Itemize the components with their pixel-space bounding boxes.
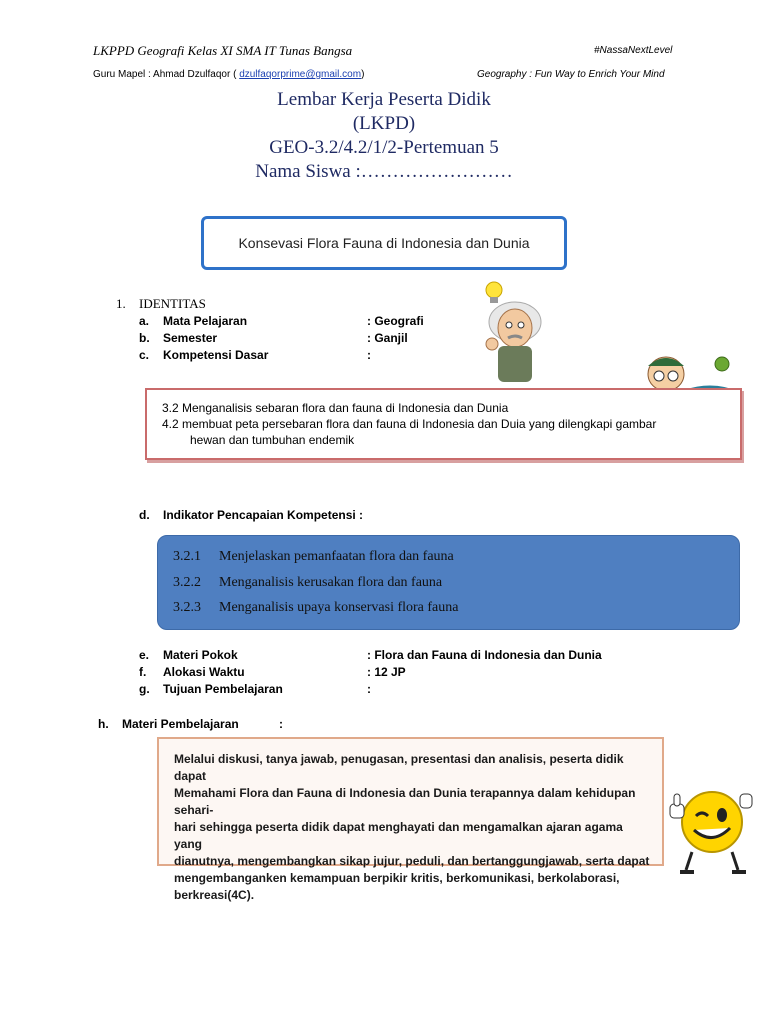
lightbulb-icon [486, 282, 502, 303]
indikator-text: Menjelaskan pemanfaatan flora dan fauna [219, 549, 454, 564]
label-alokasi-waktu: Alokasi Waktu [163, 665, 245, 679]
section-number: 1. [116, 296, 126, 311]
indikator-number: 3.2.1 [173, 549, 201, 564]
label-materi-pembelajaran: Materi Pembelajaran [122, 717, 239, 731]
label-mata-pelajaran: Mata Pelajaran [163, 314, 248, 328]
value-materi-pokok: : Flora dan Fauna di Indonesia dan Dunia [367, 648, 602, 662]
thumbs-up-icon [670, 794, 684, 818]
materi-box [157, 737, 664, 902]
item-letter: g. [139, 682, 150, 696]
header-motto: Geography : Fun Way to Enrich Your Mind [477, 69, 665, 80]
indikator-number: 3.2.2 [173, 575, 201, 590]
label-materi-pokok: Materi Pokok [163, 648, 238, 662]
indikator-number: 3.2.3 [173, 600, 201, 615]
item-letter: b. [139, 331, 150, 345]
label-kompetensi-dasar: Kompetensi Dasar [163, 348, 269, 362]
winking-smiley-icon [662, 782, 762, 877]
item-letter: d. [139, 508, 150, 522]
header-hashtag: #NassaNextLevel [594, 45, 673, 56]
item-letter: a. [139, 314, 150, 328]
kompetensi-dasar-box [145, 388, 742, 460]
label-indikator: Indikator Pencapaian Kompetensi : [163, 508, 364, 522]
teacher-email-link[interactable]: dzulfaqorprime@gmail.com [239, 69, 362, 80]
topic-banner [201, 216, 567, 270]
indikator-text: Menganalisis upaya konservasi flora fauna [219, 600, 459, 615]
value-kompetensi-dasar: : [367, 348, 371, 362]
teacher-suffix: ) [361, 69, 365, 80]
indikator-box [157, 535, 740, 630]
value-semester: : Ganjil [367, 331, 408, 345]
section-heading-identitas: IDENTITAS [139, 296, 206, 311]
indikator-item [173, 600, 458, 616]
value-tujuan-pembelajaran: : [367, 682, 371, 696]
thinker-illustration [470, 280, 550, 385]
topic-text: Konsevasi Flora Fauna di Indonesia dan Dunia [238, 235, 530, 251]
item-letter: h. [98, 717, 109, 731]
materi-paragraph [174, 751, 654, 904]
label-tujuan-pembelajaran: Tujuan Pembelajaran [163, 682, 283, 696]
item-letter: e. [139, 648, 150, 662]
indikator-item [173, 549, 454, 565]
value-alokasi-waktu: : 12 JP [367, 665, 406, 679]
teacher-name: Guru Mapel : Ahmad Dzulfaqor ( [93, 69, 237, 80]
materi-colon: : [279, 717, 283, 731]
kd-3-2: 3.2 Menganalisis sebaran flora dan fauna di Indonesia dan Dunia [162, 401, 509, 415]
materi-line: mengembanganken kemampuan berpikir kritis, berkomunikasi, berkolaborasi, [174, 871, 620, 885]
materi-line: Melalui diskusi, tanya jawab, penugasan, presentasi dan analisis, peserta didik dapat [174, 752, 624, 783]
kd-4-2-continued: hewan dan tumbuhan endemik [190, 433, 355, 447]
materi-line: hari sehingga peserta didik dapat menghayati dan mengamalkan ajaran agama yang [174, 820, 623, 851]
materi-line: dianutnya, mengembangkan sikap jujur, peduli, dan bertanggungjawab, serta dapat [174, 854, 650, 868]
header-doc-title: LKPPD Geografi Kelas XI SMA IT Tunas Bangsa [93, 43, 353, 58]
header-teacher [93, 69, 364, 80]
materi-line: berkreasi(4C). [174, 888, 255, 902]
page-title-line2: (LKPD) [352, 113, 416, 134]
item-letter: f. [139, 665, 147, 679]
indikator-text: Menganalisis kerusakan flora dan fauna [219, 575, 443, 590]
kd-4-2: 4.2 membuat peta persebaran flora dan fauna di Indonesia dan Duia yang dilengkapi gambar [162, 417, 657, 431]
student-name-line: Nama Siswa :…………………… [255, 161, 513, 182]
page-title-line3: GEO-3.2/4.2/1/2-Pertemuan 5 [269, 137, 499, 158]
label-semester: Semester [163, 331, 218, 345]
item-letter: c. [139, 348, 150, 362]
page-title-line1: Lembar Kerja Peserta Didik [277, 89, 491, 110]
materi-line: Memahami Flora dan Fauna di Indonesia dan Dunia terapannya dalam kehidupan sehari- [174, 786, 636, 817]
value-mata-pelajaran: : Geografi [367, 314, 424, 328]
indikator-item [173, 575, 442, 591]
